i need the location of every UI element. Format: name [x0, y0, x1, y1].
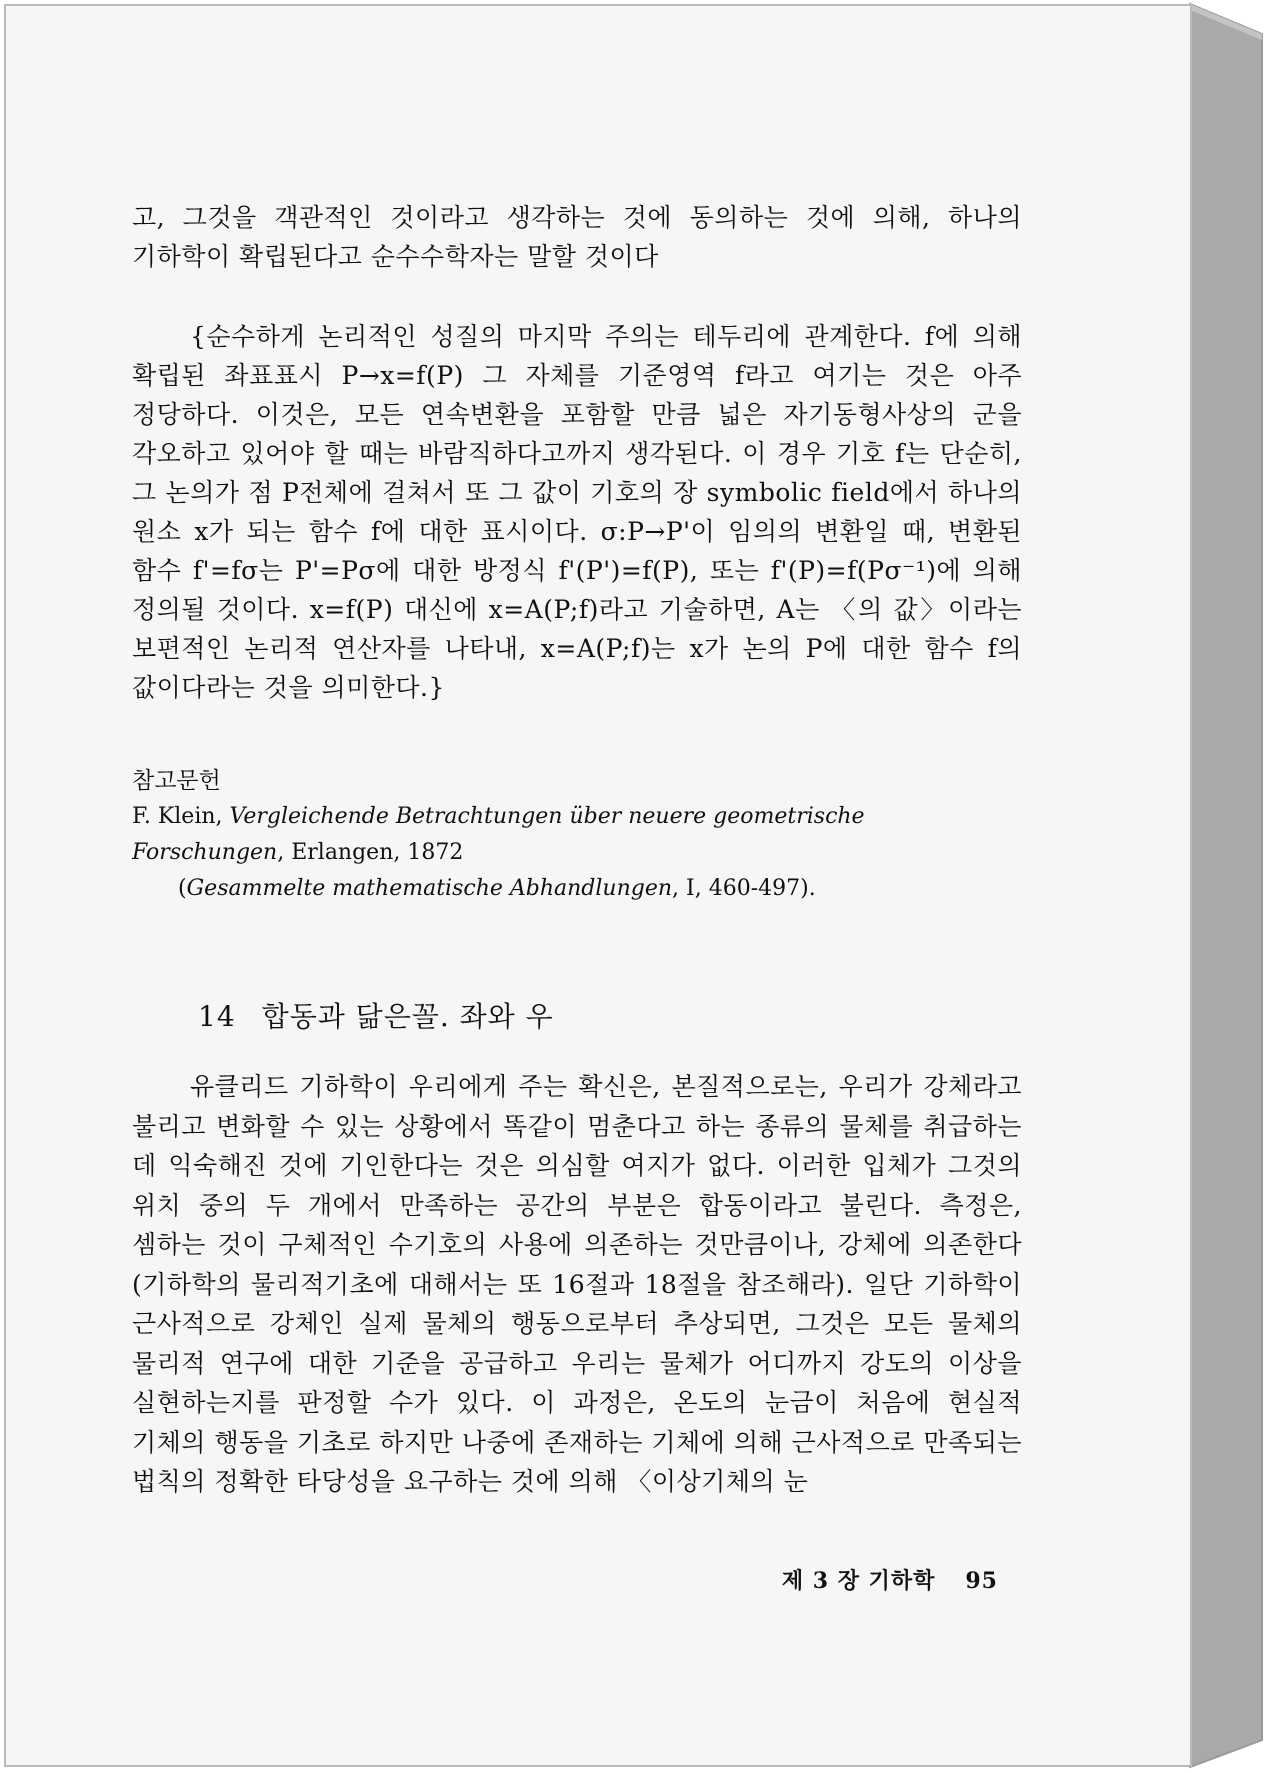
page-number: 95 [965, 1568, 998, 1594]
footer-chapter: 제 3 장 기하학 [781, 1568, 936, 1594]
section-number: 14 [198, 1000, 236, 1033]
section-body-paragraph: 유클리드 기하학이 우리에게 주는 확신은, 본질적으로는, 우리가 강체라고 불리고 변화할 수 있는 상황에서 똑같이 멈춘다고 하는 종류의 물체를 취급하는 데 익숙해진 것에 기인한다는 것은 의심할 여지가 없다. 이러한 입체가 그것의 위치 중의 두 개에서 만족하는 공간의 부분은 합동이라고 불린다. 측정은, 셈하는 것이 구체적인 수기호의 사용에 의존하는 것만큼이나, 강체에 의존한다(기하학의 물리적기초에 대해서는 또 16절과 18절을 참조해라). 일단 기하학이 근사적으로 강체인 실제 물체의 행동으로부터 추상되면, 그것은 모든 물체의 물리적 연구에 대한 기준을 공급하고 우리는 물체가 어디까지 강도의 이상을 실현하는지를 판정할 수가 있다. 이 과정은, 온도의 눈금이 처음에 현실적 기체의 행동을 기초로 하지만 나중에 존재하는 기체에 의해 근사적으로 만족되는 법칙의 정확한 타당성을 요구하는 것에 의해 〈이상기체의 눈 [132, 1072, 1022, 1496]
page-content [132, 198, 1022, 1502]
section-heading [132, 995, 1022, 1039]
paragraph-continuation: 고, 그것을 객관적인 것이라고 생각하는 것에 동의하는 것에 의해, 하나의 기하학이 확립된다고 순수수학자는 말할 것이다 [132, 203, 1022, 271]
reference-paren-open: ( [178, 876, 187, 901]
section-title: 합동과 닮은꼴. 좌와 우 [261, 1000, 554, 1033]
reference-title: Vergleichende Betrachtungen über neuere geometrische Forschungen [132, 804, 865, 865]
reference-collection-title: Gesammelte mathematische Abhandlungen [186, 876, 673, 901]
reference-author: F. Klein, [132, 804, 230, 829]
page-footer [132, 1564, 998, 1595]
book-spine-side [1190, 4, 1262, 1767]
reference-entry-continued [132, 871, 1022, 907]
reference-volume-pages: , I, 460-497). [672, 876, 816, 901]
references-heading: 참고문헌 [132, 768, 221, 794]
paragraph-remark: {순수하게 논리적인 성질의 마지막 주의는 테두리에 관계한다. f에 의해 확립된 좌표표시 P→x=f(P) 그 자체를 기준영역 f라고 여기는 것은 아주 정당하다. 이것은, 모든 연속변환을 포함할 만큼 넓은 자기동형사상의 군을 각오하고 있어야 할 때는 바람직하다고까지 생각된다. 이 경우 기호 f는 단순히, 그 논의가 점 P전체에 걸쳐서 또 그 값이 기호의 장 symbolic field에서 하나의 원소 x가 되는 함수 f에 대한 표시이다. σ:P→P'이 임의의 변환일 때, 변환된 함수 f'=fσ는 P'=Pσ에 대한 방정식 f'(P')=f(P), 또는 f'(P)=f(Pσ⁻¹)에 의해 정의될 것이다. x=f(P) 대신에 x=A(P;f)라고 기술하면, A는 〈의 값〉이라는 보편적인 논리적 연산자를 나타내, x=A(P;f)는 x가 논의 P에 대한 함수 f의 값이다라는 것을 의미한다.} [132, 322, 1022, 702]
reference-publisher: , Erlangen, 1872 [277, 840, 464, 865]
reference-entry [132, 799, 1022, 871]
